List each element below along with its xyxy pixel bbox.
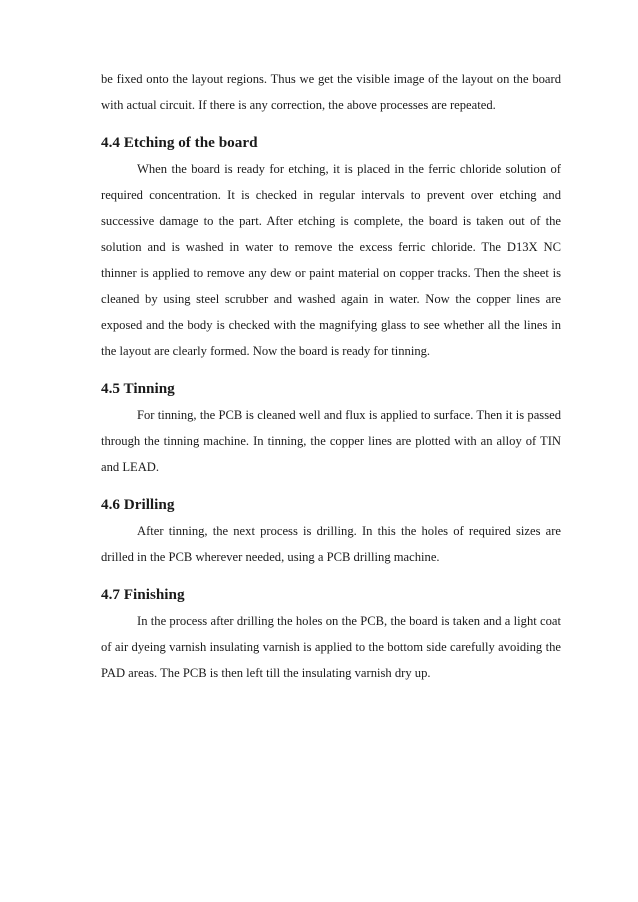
section-etching	[101, 132, 561, 364]
section-drilling	[101, 494, 561, 570]
section-heading-drilling: 4.6 Drilling	[101, 496, 175, 513]
continuation-paragraph: be fixed onto the layout regions. Thus we get the visible image of the layout on the board with actual circuit. If there is any correction, the above processes are repeated.	[101, 72, 561, 112]
section-body-etching: When the board is ready for etching, it is placed in the ferric chloride solution of required concentration. It is checked in regular intervals to prevent over etching and successive damage to the part. After etching is complete, the board is taken out of the solution and is washed in water to remove the excess ferric chloride. The D13X NC thinner is applied to remove any dew or paint material on copper tracks. Then the sheet is cleaned by using steel scrubber and washed again in water. Now the copper lines are exposed and the body is checked with the magnifying glass to see whether all the lines in the layout are clearly formed. Now the board is ready for tinning.	[101, 162, 561, 358]
section-body-tinning: For tinning, the PCB is cleaned well and flux is applied to surface. Then it is passed through the tinning machine. In tinning, the copper lines are plotted with an alloy of TIN and LEAD.	[101, 408, 561, 474]
section-finishing	[101, 584, 561, 686]
section-tinning	[101, 378, 561, 480]
document-page	[101, 66, 561, 700]
section-body-drilling: After tinning, the next process is drilling. In this the holes of required sizes are drilled in the PCB wherever needed, using a PCB drilling machine.	[101, 524, 561, 564]
section-heading-finishing: 4.7 Finishing	[101, 586, 185, 603]
section-body-finishing: In the process after drilling the holes on the PCB, the board is taken and a light coat of air dyeing varnish insulating varnish is applied to the bottom side carefully avoiding the PAD areas. The PCB is then left till the insulating varnish dry up.	[101, 614, 561, 680]
section-heading-etching: 4.4 Etching of the board	[101, 134, 258, 151]
section-heading-tinning: 4.5 Tinning	[101, 380, 175, 397]
